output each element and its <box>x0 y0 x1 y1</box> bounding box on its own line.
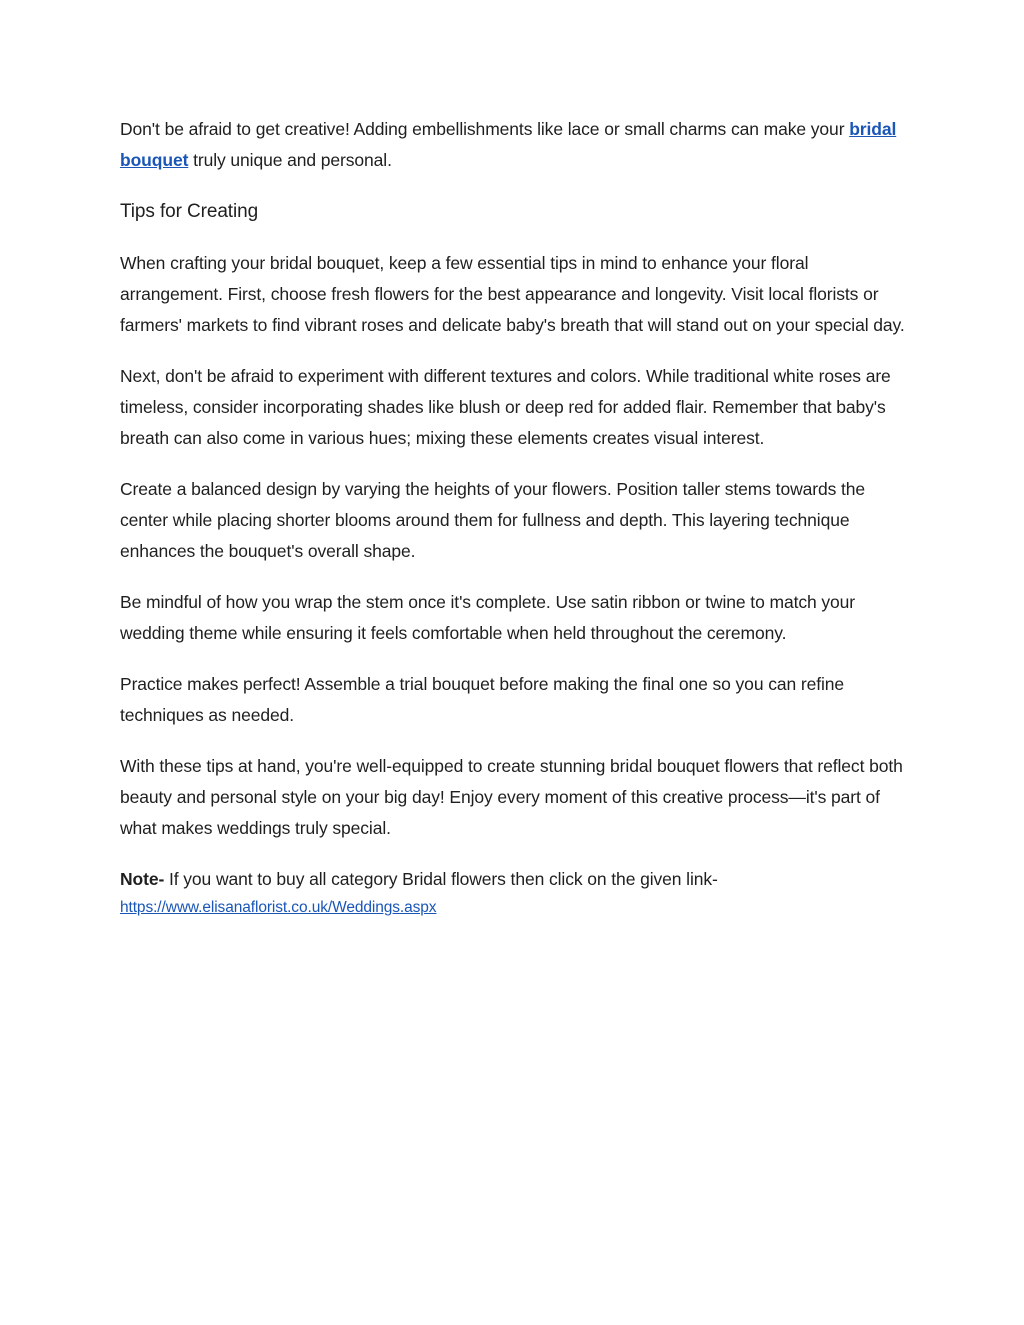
document-page <box>120 114 910 919</box>
paragraph-textures-colors: Next, don't be afraid to experiment with different textures and colors. While traditional white roses are timeless, consider incorporating shades like blush or deep red for added flair. Remember that baby's breath can also come in various hues; mixing these elements creates visual interest. <box>120 366 891 448</box>
paragraph-fresh-flowers: When crafting your bridal bouquet, keep a few essential tips in mind to enhance your floral arrangement. First, choose fresh flowers for the best appearance and longevity. Visit local florists or farmers' markets to find vibrant roses and delicate baby's breath that will stand out on your special day. <box>120 253 905 335</box>
bridal-bouquet-link[interactable]: bridal bouquet <box>120 119 897 170</box>
paragraph-wrap-stem: Be mindful of how you wrap the stem once it's complete. Use satin ribbon or twine to match your wedding theme while ensuring it feels comfortable when held throughout the ceremony. <box>120 592 856 643</box>
paragraph-conclusion: With these tips at hand, you're well-equipped to create stunning bridal bouquet flowers that reflect both beauty and personal style on your big day! Enjoy every moment of this creative process—it's part of what makes weddings truly special. <box>120 756 903 838</box>
intro-text-before: Don't be afraid to get creative! Adding embellishments like lace or small charms can make your <box>120 119 850 139</box>
paragraph-balanced-design: Create a balanced design by varying the heights of your flowers. Position taller stems towards the center while placing shorter blooms around them for fullness and depth. This layering technique enhances the bouquet's overall shape. <box>120 479 866 561</box>
intro-paragraph <box>120 114 910 176</box>
note-label: Note- <box>120 869 165 889</box>
intro-text-after: truly unique and personal. <box>188 150 392 170</box>
note-paragraph <box>120 864 910 919</box>
weddings-url-link[interactable]: https://www.elisanaflorist.co.uk/Weddings.aspx <box>120 899 437 916</box>
section-heading: Tips for Creating <box>120 201 259 222</box>
note-text: If you want to buy all category Bridal flowers then click on the given link- <box>164 869 718 889</box>
paragraph-practice: Practice makes perfect! Assemble a trial bouquet before making the final one so you can refine techniques as needed. <box>120 674 845 725</box>
